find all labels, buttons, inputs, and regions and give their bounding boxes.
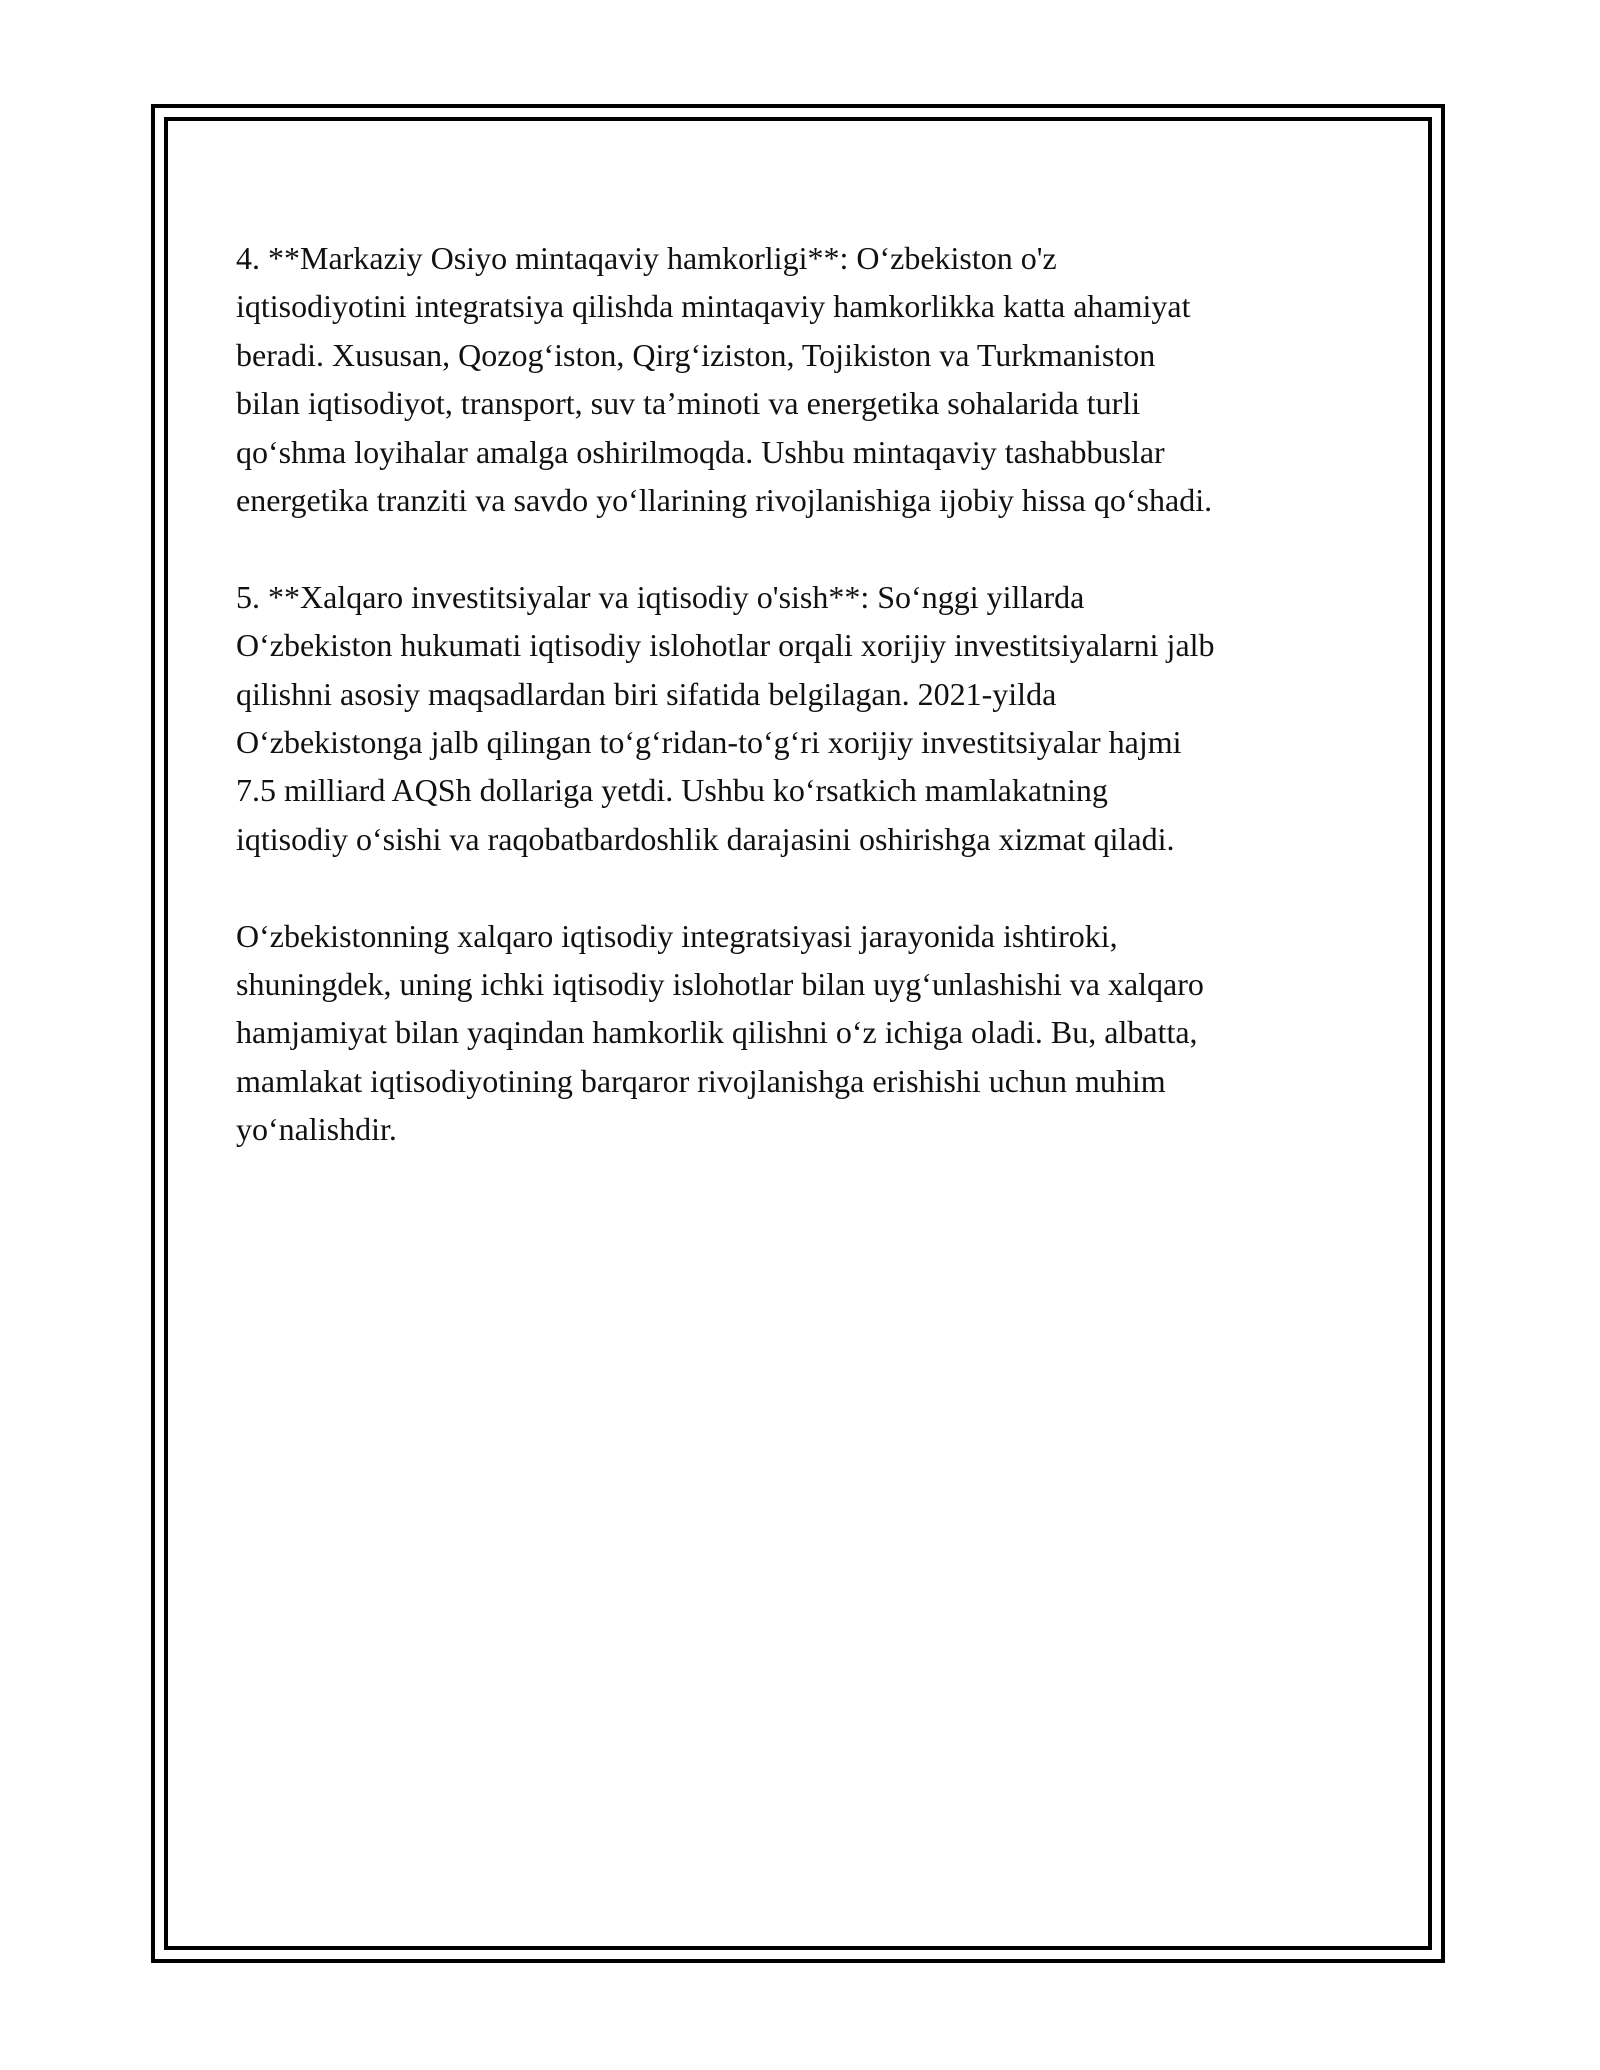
text-line: shuningdek, uning ichki iqtisodiy islohotlar bilan uyg‘unlashishi va xalqaro bbox=[236, 966, 1204, 1003]
text-line: 7.5 milliard AQSh dollariga yetdi. Ushbu ko‘rsatkich mamlakatning bbox=[236, 772, 1108, 809]
paragraph-international-investments bbox=[236, 573, 1366, 863]
text-line: iqtisodiyotini integratsiya qilishda mintaqaviy hamkorlikka katta ahamiyat bbox=[236, 288, 1191, 325]
text-line: beradi. Xususan, Qozog‘iston, Qirg‘iziston, Tojikiston va Turkmaniston bbox=[236, 336, 1156, 373]
document-body bbox=[236, 234, 1366, 1202]
text-line: mamlakat iqtisodiyotining barqaror rivojlanishga erishishi uchun muhim bbox=[236, 1062, 1166, 1099]
text-line: iqtisodiy o‘sishi va raqobatbardoshlik darajasini oshirishga xizmat qiladi. bbox=[236, 820, 1175, 857]
text-line: O‘zbekiston hukumati iqtisodiy islohotlar orqali xorijiy investitsiyalarni jalb bbox=[236, 627, 1215, 664]
text-line: 5. **Xalqaro investitsiyalar va iqtisodiy o'sish**: So‘nggi yillarda bbox=[236, 578, 1085, 615]
text-line: O‘zbekistonning xalqaro iqtisodiy integratsiyasi jarayonida ishtiroki, bbox=[236, 917, 1118, 954]
text-line: yo‘nalishdir. bbox=[236, 1111, 397, 1148]
paragraph-regional-cooperation bbox=[236, 234, 1366, 524]
text-line: qo‘shma loyihalar amalga oshirilmoqda. Ushbu mintaqaviy tashabbuslar bbox=[236, 433, 1165, 470]
text-line: qilishni asosiy maqsadlardan biri sifatida belgilagan. 2021-yilda bbox=[236, 675, 1057, 712]
text-line: energetika tranziti va savdo yo‘llarining rivojlanishiga ijobiy hissa qo‘shadi. bbox=[236, 482, 1213, 519]
text-line: hamjamiyat bilan yaqindan hamkorlik qilishni o‘z ichiga oladi. Bu, albatta, bbox=[236, 1014, 1198, 1051]
text-line: O‘zbekistonga jalb qilingan to‘g‘ridan-to‘g‘ri xorijiy investitsiyalar hajmi bbox=[236, 724, 1182, 761]
paragraph-conclusion bbox=[236, 912, 1366, 1154]
text-line: 4. **Markaziy Osiyo mintaqaviy hamkorligi**: O‘zbekiston o'z bbox=[236, 240, 1057, 276]
text-line: bilan iqtisodiyot, transport, suv ta’minoti va energetika sohalarida turli bbox=[236, 385, 1141, 422]
